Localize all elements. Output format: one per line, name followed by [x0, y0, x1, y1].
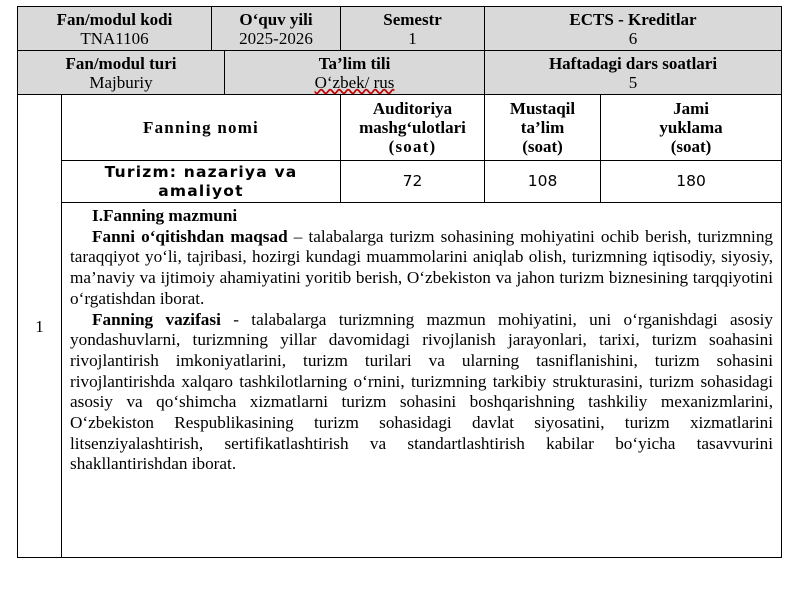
weekly-hours-cell: [485, 51, 782, 95]
course-info-table: [17, 6, 782, 558]
section-title: I.Fanning mazmuni: [92, 206, 238, 225]
auditory-hours-value: 72: [402, 172, 423, 190]
subject-name-cell: [62, 161, 341, 203]
total-header-line2: yuklama: [659, 118, 723, 137]
auditory-header-line3: (soat): [388, 137, 437, 156]
auditory-hours-cell: [341, 161, 485, 203]
task-label: Fanning vazifasi: [92, 309, 221, 329]
module-code-label: Fan/modul kodi: [56, 9, 173, 29]
ects-credits-label: ECTS - Kreditlar: [569, 9, 697, 29]
semester-value: 1: [408, 28, 417, 48]
language-label: Ta’lim tili: [318, 53, 391, 73]
task-text: - talabalarga turizmning mazmun mohiyatini, uni o‘rganishdagi asosiy yondashuvlarni, turizmning yillar davomidagi rivojlanish jarayonlari, tarixi, turizm soahasini rivojlantirish imkoniyatlarini, turizm turilari va ularning tasniflanishini, turizm sohasini rivojlantirishda xalqaro tashkilotlarning o‘rnini, turizmning tarkibiy strukturasini, turizm sohasidagi asosiy va qo‘shimcha xizmatlarni turizm sohasini boshqarishning tashkiliy mexanizmlarini, O‘zbekiston Respublikasining turizm sohasidagi davlat siyosatini, turizm xizmatlarini litsenziyalashtirish, sertifikatlashtirish va standartlashtirish kabilar bo‘yicha tasavvurini shakllantirishdan iborat.: [70, 309, 774, 474]
independent-header-line2: ta’lim: [520, 118, 565, 137]
module-code-value: TNA1106: [80, 28, 149, 48]
ects-credits-cell: [485, 7, 782, 51]
auditory-hours-header: [341, 95, 485, 161]
subject-name-header: [62, 95, 341, 161]
goal-label: Fanni o‘qitishdan maqsad: [92, 226, 288, 246]
subject-name-line1: Turizm: nazariya va: [104, 162, 298, 181]
academic-year-cell: [212, 7, 341, 51]
total-load-value: 180: [676, 172, 706, 190]
semester-cell: [341, 7, 485, 51]
module-type-label: Fan/modul turi: [65, 53, 177, 73]
semester-label: Semestr: [383, 9, 442, 29]
weekly-hours-label: Haftadagi dars soatlari: [548, 53, 718, 73]
row-number: 1: [35, 316, 44, 336]
subject-name-header-text: Fanning nomi: [143, 118, 259, 137]
total-load-header: [601, 95, 782, 161]
goal-paragraph: [70, 227, 773, 310]
row-number-cell: [18, 95, 62, 558]
language-cell: [225, 51, 485, 95]
language-value: O‘zbek/ rus: [314, 72, 395, 92]
auditory-header-line1: Auditoriya: [372, 99, 453, 118]
total-load-cell: [601, 161, 782, 203]
independent-header-line1: Mustaqil: [509, 99, 576, 118]
module-type-cell: [18, 51, 225, 95]
academic-year-value: 2025-2026: [239, 28, 313, 48]
module-code-cell: [18, 7, 212, 51]
goal-text: – talabalarga turizm sohasining mohiyatini ochib berish, turizmning taraqqiyot yo‘li, tajribasi, hozirgi kundagi muammolarini aniqlab olish, turizmning iqtisodiy, siyosiy, ma’naviy va ijtimoiy ahamiyatini yoritib berish, O‘zbekiston va jahon turizm biznesining tarqqiyotini o‘rgatishdan iborat.: [70, 226, 774, 308]
total-header-line3: (soat): [670, 137, 712, 156]
task-paragraph: [70, 310, 773, 476]
independent-hours-header: [485, 95, 601, 161]
academic-year-label: O‘quv yili: [239, 9, 313, 29]
independent-hours-cell: [485, 161, 601, 203]
ects-credits-value: 6: [628, 28, 638, 48]
independent-hours-value: 108: [527, 172, 558, 190]
module-type-value: Majburiy: [89, 72, 153, 92]
total-header-line1: Jami: [673, 99, 709, 118]
subject-name-line2: amaliyot: [158, 181, 244, 200]
auditory-header-line2: mashg‘ulotlari: [359, 118, 466, 137]
course-content-cell: [62, 203, 782, 558]
independent-header-line3: (soat): [522, 137, 563, 156]
weekly-hours-value: 5: [628, 72, 638, 92]
